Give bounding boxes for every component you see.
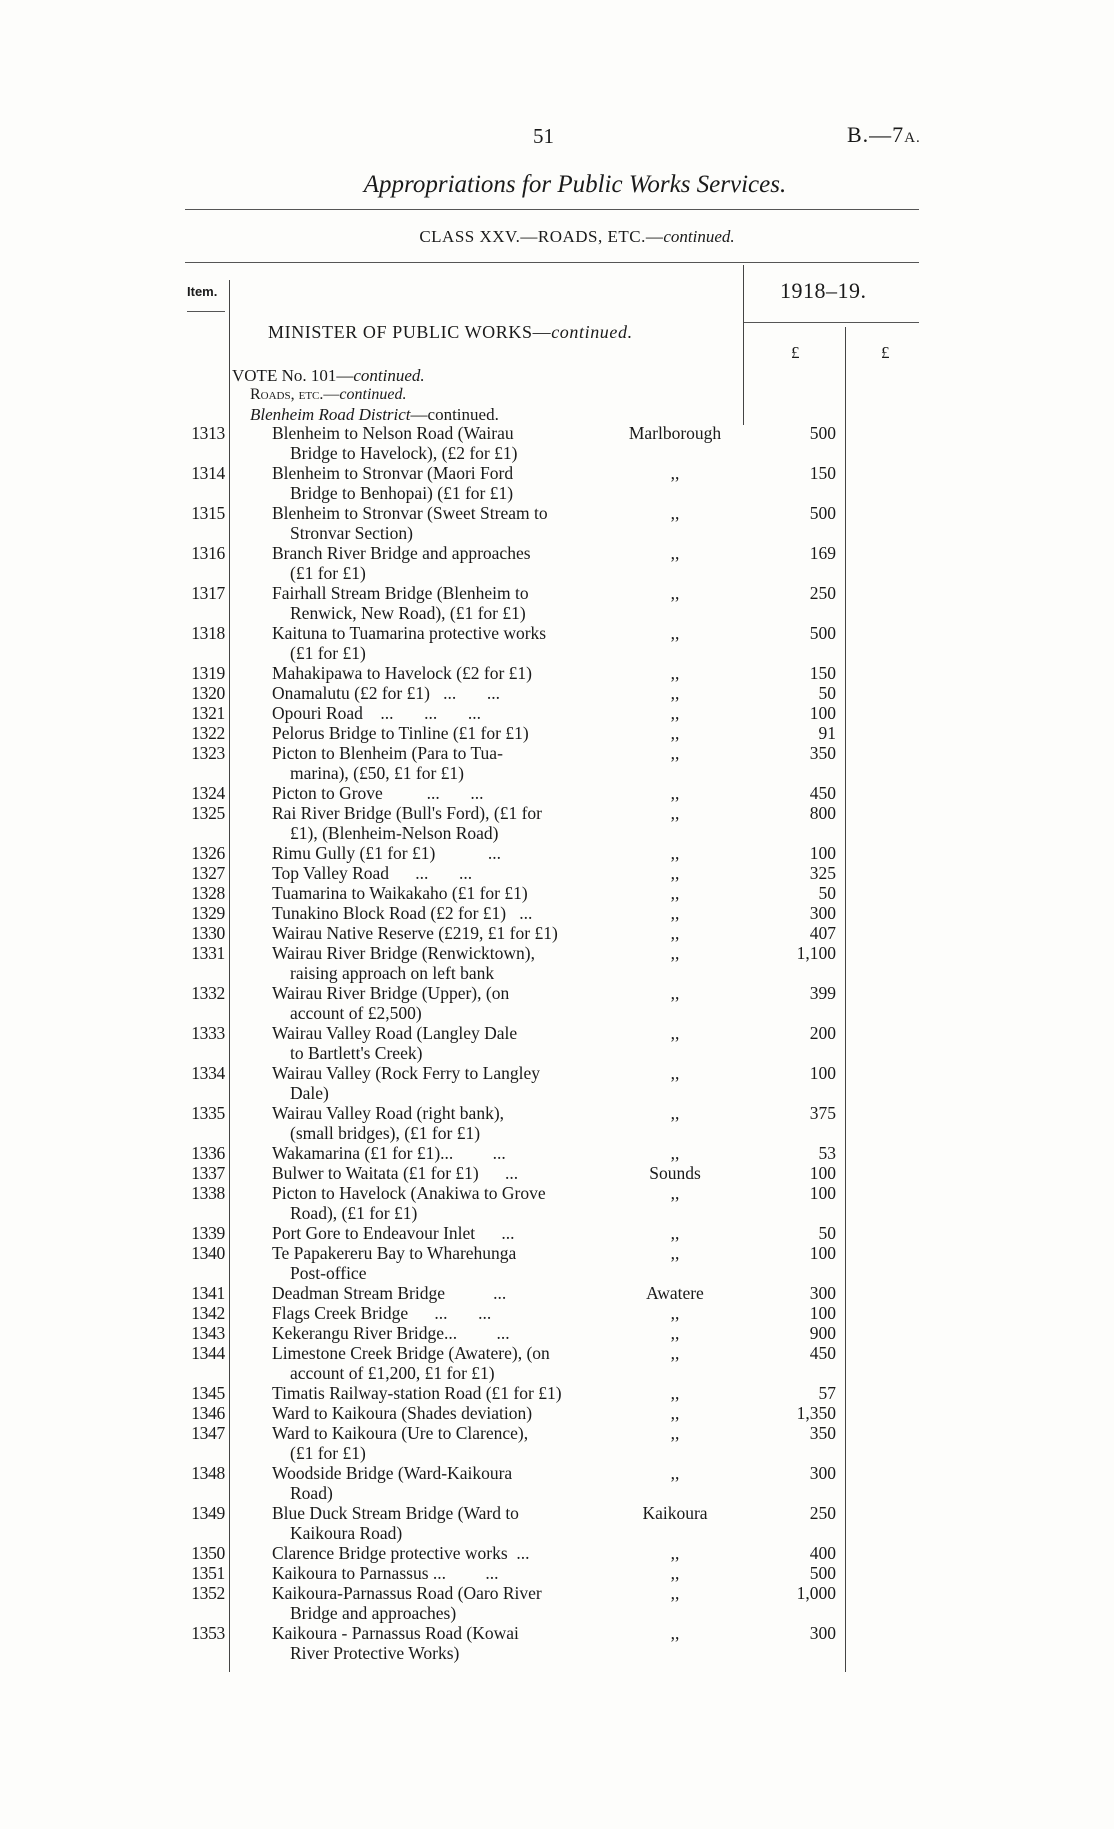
item-number: 1342 xyxy=(191,1303,225,1323)
district-name: ,, xyxy=(670,1223,680,1243)
district-name: ,, xyxy=(670,783,680,803)
description-line-1: Top Valley Road ... ... xyxy=(272,863,473,883)
roads-line-continued: continued. xyxy=(339,386,407,403)
item-description xyxy=(272,1344,607,1383)
district-name: Sounds xyxy=(649,1163,701,1183)
amount-value: 1,100 xyxy=(796,943,836,963)
amount-value: 1,000 xyxy=(796,1583,836,1603)
table-row xyxy=(0,1184,1114,1224)
description-line-1: Wakamarina (£1 for £1)... ... xyxy=(272,1143,506,1163)
item-number: 1338 xyxy=(191,1183,225,1203)
description-line-1: Fairhall Stream Bridge (Blenheim to xyxy=(272,583,529,603)
doc-ref-suffix: A. xyxy=(904,130,921,146)
item-description xyxy=(272,1404,607,1424)
district-line-text: Blenheim Road District xyxy=(250,405,411,424)
description-line-1: Rai River Bridge (Bull's Ford), (£1 for xyxy=(272,803,542,823)
item-description xyxy=(272,544,607,583)
table-row xyxy=(0,984,1114,1024)
description-line-1: Ward to Kaikoura (Shades deviation) xyxy=(272,1403,533,1423)
item-number: 1322 xyxy=(191,723,225,743)
table-row xyxy=(0,744,1114,784)
item-number: 1340 xyxy=(191,1243,225,1263)
description-line-1: Ward to Kaikoura (Ure to Clarence), xyxy=(272,1423,529,1443)
description-line-1: Limestone Creek Bridge (Awatere), (on xyxy=(272,1343,550,1363)
doc-ref-main: B.—7 xyxy=(847,122,905,147)
district-name: ,, xyxy=(670,1063,680,1083)
item-description xyxy=(272,1464,607,1503)
district-name: ,, xyxy=(670,583,680,603)
table-row xyxy=(0,1624,1114,1664)
vote-line xyxy=(232,366,425,386)
item-number: 1333 xyxy=(191,1023,225,1043)
item-number: 1327 xyxy=(191,863,225,883)
description-line-1: Blenheim to Stronvar (Sweet Stream to xyxy=(272,503,548,523)
table-row xyxy=(0,544,1114,584)
table-row xyxy=(0,424,1114,464)
item-description xyxy=(272,1544,607,1564)
description-line-1: Kaikoura to Parnassus ... ... xyxy=(272,1563,499,1583)
item-number: 1329 xyxy=(191,903,225,923)
table-row xyxy=(0,1024,1114,1064)
item-number: 1318 xyxy=(191,623,225,643)
item-description xyxy=(272,664,607,684)
description-line-2: Kaikoura Road) xyxy=(290,1522,403,1543)
item-number: 1314 xyxy=(191,463,225,483)
item-number: 1344 xyxy=(191,1343,225,1363)
item-description xyxy=(272,984,607,1023)
district-name: ,, xyxy=(670,983,680,1003)
description-line-1: Picton to Grove ... ... xyxy=(272,783,484,803)
description-line-1: Rimu Gully (£1 for £1) ... xyxy=(272,843,501,863)
amount-value: 100 xyxy=(809,1183,836,1203)
description-line-2: £1), (Blenheim-Nelson Road) xyxy=(290,822,499,843)
district-name: ,, xyxy=(670,863,680,883)
item-number: 1352 xyxy=(191,1583,225,1603)
district-name: Kaikoura xyxy=(642,1503,708,1523)
amount-value: 53 xyxy=(818,1143,836,1163)
table-row xyxy=(0,1504,1114,1544)
description-line-1: Blenheim to Nelson Road (Wairau xyxy=(272,423,514,443)
amount-value: 300 xyxy=(809,1463,836,1483)
amount-value: 50 xyxy=(818,883,836,903)
amount-value: 900 xyxy=(809,1323,836,1343)
item-number: 1347 xyxy=(191,1423,225,1443)
document-reference xyxy=(847,122,921,148)
item-number: 1335 xyxy=(191,1103,225,1123)
item-number: 1316 xyxy=(191,543,225,563)
table-row xyxy=(0,1104,1114,1144)
amount-value: 500 xyxy=(809,503,836,523)
district-name: Awatere xyxy=(646,1283,704,1303)
description-line-1: Kekerangu River Bridge... ... xyxy=(272,1323,510,1343)
pound-sign-col2: £ xyxy=(881,343,890,362)
item-description xyxy=(272,884,607,904)
district-name: Marlborough xyxy=(628,423,722,443)
table-row xyxy=(0,464,1114,504)
district-name: ,, xyxy=(670,883,680,903)
minister-heading xyxy=(268,322,633,343)
item-number: 1346 xyxy=(191,1403,225,1423)
item-description xyxy=(272,744,607,783)
description-line-2: account of £1,200, £1 for £1) xyxy=(290,1362,495,1383)
description-line-1: Clarence Bridge protective works ... xyxy=(272,1543,530,1563)
year-header-rule xyxy=(744,322,919,323)
amount-value: 500 xyxy=(809,423,836,443)
description-line-1: Port Gore to Endeavour Inlet ... xyxy=(272,1223,515,1243)
table-row xyxy=(0,944,1114,984)
item-number: 1315 xyxy=(191,503,225,523)
item-number: 1341 xyxy=(191,1283,225,1303)
minister-heading-continued: continued. xyxy=(551,322,633,342)
description-line-1: Wairau Valley Road (Langley Dale xyxy=(272,1023,518,1043)
amount-value: 500 xyxy=(809,623,836,643)
description-line-1: Mahakipawa to Havelock (£2 for £1) xyxy=(272,663,532,683)
item-number: 1326 xyxy=(191,843,225,863)
item-number: 1324 xyxy=(191,783,225,803)
item-header-rule xyxy=(187,311,225,312)
district-name: ,, xyxy=(670,1423,680,1443)
amount-value: 50 xyxy=(818,683,836,703)
description-line-2: Dale) xyxy=(290,1082,329,1103)
amount-value: 250 xyxy=(809,583,836,603)
district-name: ,, xyxy=(670,1103,680,1123)
district-name: ,, xyxy=(670,1183,680,1203)
item-number: 1319 xyxy=(191,663,225,683)
amount-value: 350 xyxy=(809,1423,836,1443)
item-number: 1339 xyxy=(191,1223,225,1243)
amount-value: 300 xyxy=(809,1283,836,1303)
description-line-1: Flags Creek Bridge ... ... xyxy=(272,1303,492,1323)
description-line-2: marina), (£50, £1 for £1) xyxy=(290,762,464,783)
amount-value: 300 xyxy=(809,903,836,923)
vote-line-continued: continued. xyxy=(353,366,425,385)
amount-value: 100 xyxy=(809,843,836,863)
item-description xyxy=(272,584,607,623)
description-line-2: (£1 for £1) xyxy=(290,642,366,663)
item-description xyxy=(272,1564,607,1584)
district-name: ,, xyxy=(670,1023,680,1043)
table-row xyxy=(0,1464,1114,1504)
district-name: ,, xyxy=(670,1563,680,1583)
item-description xyxy=(272,1184,607,1223)
amount-value: 100 xyxy=(809,1163,836,1183)
district-name: ,, xyxy=(670,1463,680,1483)
amount-value: 300 xyxy=(809,1623,836,1643)
district-name: ,, xyxy=(670,503,680,523)
description-line-2: Bridge to Havelock), (£2 for £1) xyxy=(290,442,518,463)
district-name: ,, xyxy=(670,903,680,923)
district-name: ,, xyxy=(670,703,680,723)
item-description xyxy=(272,1504,607,1543)
item-description xyxy=(272,1064,607,1103)
district-name: ,, xyxy=(670,1623,680,1643)
vote-line-text: VOTE No. 101— xyxy=(232,366,354,385)
district-name: ,, xyxy=(670,843,680,863)
page-title: Appropriations for Public Works Services. xyxy=(363,171,787,198)
amount-value: 57 xyxy=(818,1383,836,1403)
amount-value: 400 xyxy=(809,1543,836,1563)
item-description xyxy=(272,1144,607,1164)
district-name: ,, xyxy=(670,1543,680,1563)
item-number: 1328 xyxy=(191,883,225,903)
amount-value: 50 xyxy=(818,1223,836,1243)
class-heading-continued: continued. xyxy=(663,227,735,246)
item-description xyxy=(272,1424,607,1463)
item-description xyxy=(272,504,607,543)
district-name: ,, xyxy=(670,1343,680,1363)
item-number: 1350 xyxy=(191,1543,225,1563)
district-name: ,, xyxy=(670,943,680,963)
item-description xyxy=(272,1384,607,1404)
amount-value: 800 xyxy=(809,803,836,823)
item-description xyxy=(272,624,607,663)
item-number: 1353 xyxy=(191,1623,225,1643)
item-description xyxy=(272,1324,607,1344)
description-line-1: Pelorus Bridge to Tinline (£1 for £1) xyxy=(272,723,529,743)
district-name: ,, xyxy=(670,1403,680,1423)
item-number: 1321 xyxy=(191,703,225,723)
description-line-1: Deadman Stream Bridge ... xyxy=(272,1283,507,1303)
table-row xyxy=(0,1424,1114,1464)
description-line-1: Kaituna to Tuamarina protective works xyxy=(272,623,547,643)
description-line-2: Road) xyxy=(290,1482,333,1503)
description-line-1: Picton to Blenheim (Para to Tua- xyxy=(272,743,503,763)
description-line-2: Road), (£1 for £1) xyxy=(290,1202,418,1223)
table-row xyxy=(0,1584,1114,1624)
district-name: ,, xyxy=(670,683,680,703)
district-line-continued: —continued. xyxy=(410,405,499,424)
item-number: 1336 xyxy=(191,1143,225,1163)
item-number: 1334 xyxy=(191,1063,225,1083)
district-name: ,, xyxy=(670,1143,680,1163)
district-name: ,, xyxy=(670,463,680,483)
table-row xyxy=(0,804,1114,844)
page-number: 51 xyxy=(533,124,554,148)
item-number: 1313 xyxy=(191,423,225,443)
amount-value: 500 xyxy=(809,1563,836,1583)
amount-value: 200 xyxy=(809,1023,836,1043)
description-line-1: Woodside Bridge (Ward-Kaikoura xyxy=(272,1463,513,1483)
description-line-2: (£1 for £1) xyxy=(290,562,366,583)
amount-value: 100 xyxy=(809,1063,836,1083)
district-name: ,, xyxy=(670,1383,680,1403)
item-number: 1351 xyxy=(191,1563,225,1583)
amount-value: 375 xyxy=(809,1103,836,1123)
item-number: 1323 xyxy=(191,743,225,763)
item-description xyxy=(272,1304,607,1324)
item-description xyxy=(272,724,607,744)
item-description xyxy=(272,944,607,983)
item-number: 1320 xyxy=(191,683,225,703)
amount-value: 100 xyxy=(809,1243,836,1263)
amount-value: 450 xyxy=(809,1343,836,1363)
description-line-1: Kaikoura-Parnassus Road (Oaro River xyxy=(272,1583,542,1603)
amount-value: 100 xyxy=(809,703,836,723)
item-number: 1332 xyxy=(191,983,225,1003)
amount-value: 399 xyxy=(809,983,836,1003)
amount-value: 100 xyxy=(809,1303,836,1323)
description-line-2: Bridge to Benhopai) (£1 for £1) xyxy=(290,482,514,503)
amount-value: 250 xyxy=(809,1503,836,1523)
district-name: ,, xyxy=(670,1583,680,1603)
district-line xyxy=(250,405,499,425)
roads-line-text: Roads, etc.— xyxy=(250,386,340,403)
description-line-2: Post-office xyxy=(290,1262,367,1283)
item-number: 1345 xyxy=(191,1383,225,1403)
district-name: ,, xyxy=(670,923,680,943)
description-line-2: to Bartlett's Creek) xyxy=(290,1042,423,1063)
district-name: ,, xyxy=(670,743,680,763)
district-name: ,, xyxy=(670,623,680,643)
amount-value: 407 xyxy=(809,923,836,943)
description-line-2: account of £2,500) xyxy=(290,1002,422,1023)
pound-sign-col1: £ xyxy=(791,343,800,362)
item-description xyxy=(272,804,607,843)
description-line-1: Wairau River Bridge (Renwicktown), xyxy=(272,943,535,963)
table-row xyxy=(0,584,1114,624)
item-number: 1325 xyxy=(191,803,225,823)
roads-line xyxy=(250,386,407,404)
table-top-rule xyxy=(185,262,919,263)
item-description xyxy=(272,1584,607,1623)
item-description xyxy=(272,1164,607,1184)
description-line-2: raising approach on left bank xyxy=(290,962,495,983)
amount-value: 150 xyxy=(809,663,836,683)
amount-value: 450 xyxy=(809,783,836,803)
item-number: 1348 xyxy=(191,1463,225,1483)
district-name: ,, xyxy=(670,1303,680,1323)
description-line-1: Picton to Havelock (Anakiwa to Grove xyxy=(272,1183,546,1203)
item-description xyxy=(272,1244,607,1283)
description-line-1: Opouri Road ... ... ... xyxy=(272,703,482,723)
description-line-1: Branch River Bridge and approaches xyxy=(272,543,531,563)
item-description xyxy=(272,1024,607,1063)
table-row xyxy=(0,624,1114,664)
table-row xyxy=(0,1064,1114,1104)
item-description xyxy=(272,864,607,884)
description-line-1: Blenheim to Stronvar (Maori Ford xyxy=(272,463,514,483)
description-line-2: (£1 for £1) xyxy=(290,1442,366,1463)
item-description xyxy=(272,424,607,463)
description-line-1: Onamalutu (£2 for £1) ... ... xyxy=(272,683,500,703)
description-line-2: Stronvar Section) xyxy=(290,522,413,543)
class-heading xyxy=(0,227,1114,247)
description-line-1: Wairau River Bridge (Upper), (on xyxy=(272,983,510,1003)
description-line-1: Wairau Native Reserve (£219, £1 for £1) xyxy=(272,923,558,943)
description-line-1: Wairau Valley Road (right bank), xyxy=(272,1103,505,1123)
item-number: 1337 xyxy=(191,1163,225,1183)
year-column-header: 1918–19. xyxy=(780,278,867,303)
title-rule xyxy=(185,209,919,210)
district-name: ,, xyxy=(670,663,680,683)
item-description xyxy=(272,924,607,944)
item-description xyxy=(272,1624,607,1663)
district-name: ,, xyxy=(670,723,680,743)
item-description xyxy=(272,1104,607,1143)
item-description xyxy=(272,704,607,724)
item-description xyxy=(272,904,607,924)
item-number: 1349 xyxy=(191,1503,225,1523)
year-column-divider xyxy=(743,265,744,425)
description-line-1: Bulwer to Waitata (£1 for £1) ... xyxy=(272,1163,519,1183)
description-line-1: Timatis Railway-station Road (£1 for £1) xyxy=(272,1383,562,1403)
amount-value: 1,350 xyxy=(796,1403,836,1423)
description-line-1: Blue Duck Stream Bridge (Ward to xyxy=(272,1503,519,1523)
amount-value: 169 xyxy=(809,543,836,563)
item-number: 1331 xyxy=(191,943,225,963)
table-row xyxy=(0,1344,1114,1384)
item-number: 1317 xyxy=(191,583,225,603)
description-line-2: Bridge and approaches) xyxy=(290,1602,457,1623)
item-number: 1330 xyxy=(191,923,225,943)
amount-value: 325 xyxy=(809,863,836,883)
district-name: ,, xyxy=(670,543,680,563)
description-line-2: River Protective Works) xyxy=(290,1642,460,1663)
district-name: ,, xyxy=(670,803,680,823)
district-name: ,, xyxy=(670,1243,680,1263)
table-row xyxy=(0,1244,1114,1284)
description-line-1: Kaikoura - Parnassus Road (Kowai xyxy=(272,1623,519,1643)
description-line-1: Te Papakereru Bay to Wharehunga xyxy=(272,1243,517,1263)
item-description xyxy=(272,1284,607,1304)
description-line-1: Tuamarina to Waikakaho (£1 for £1) xyxy=(272,883,528,903)
minister-heading-text: MINISTER OF PUBLIC WORKS— xyxy=(268,322,552,342)
item-description xyxy=(272,464,607,503)
class-heading-text: CLASS XXV.—ROADS, ETC.— xyxy=(419,227,664,246)
item-number: 1343 xyxy=(191,1323,225,1343)
item-description xyxy=(272,844,607,864)
description-line-2: Renwick, New Road), (£1 for £1) xyxy=(290,602,526,623)
item-column-header: Item. xyxy=(187,284,218,299)
item-description xyxy=(272,784,607,804)
description-line-1: Wairau Valley (Rock Ferry to Langley xyxy=(272,1063,540,1083)
amount-value: 350 xyxy=(809,743,836,763)
amount-value: 91 xyxy=(818,723,836,743)
district-name: ,, xyxy=(670,1323,680,1343)
item-description xyxy=(272,684,607,704)
amount-value: 150 xyxy=(809,463,836,483)
table-row xyxy=(0,504,1114,544)
description-line-1: Tunakino Block Road (£2 for £1) ... xyxy=(272,903,533,923)
item-description xyxy=(272,1224,607,1244)
description-line-2: (small bridges), (£1 for £1) xyxy=(290,1122,481,1143)
